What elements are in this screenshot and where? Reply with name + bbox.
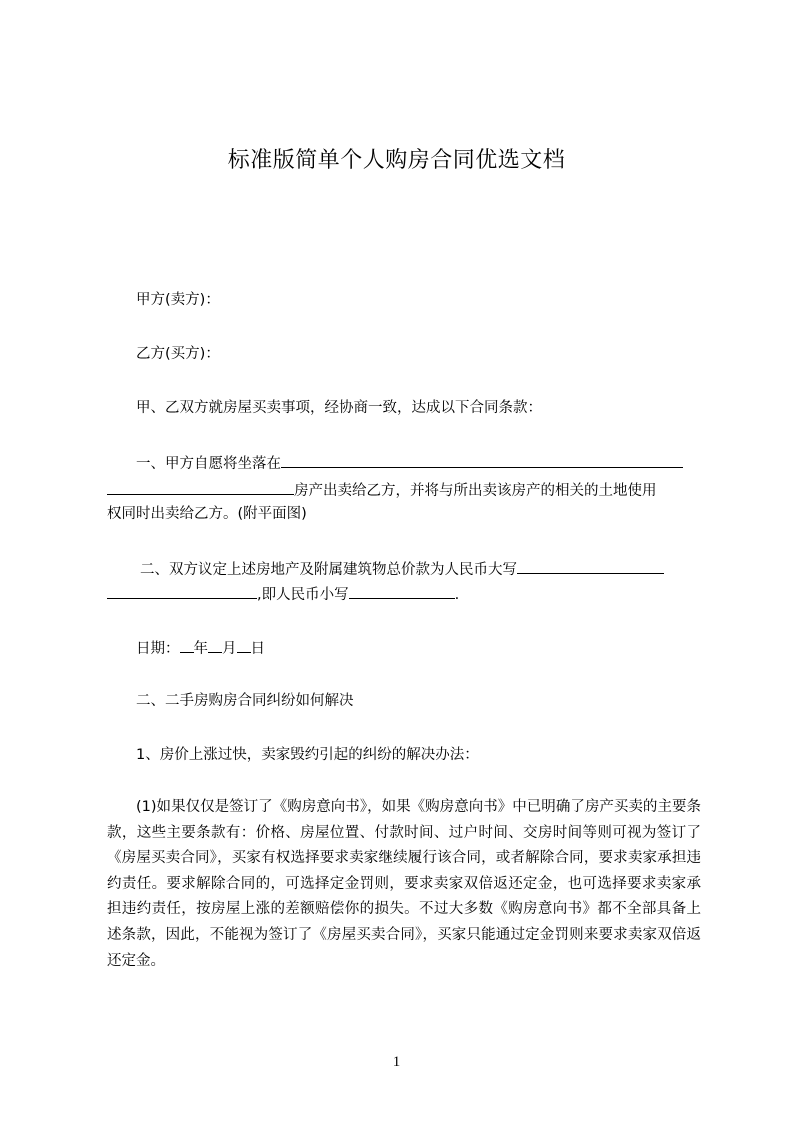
clause1-prefix: 一、甲方自愿将坐落在 <box>136 456 281 472</box>
clause1-end: 权同时出卖给乙方。(附平面图) <box>107 506 307 522</box>
date-year: 年 <box>193 641 208 657</box>
date-label: 日期： <box>136 641 180 657</box>
page-number: 1 <box>392 1054 401 1070</box>
clause2-line1 <box>140 558 664 580</box>
price-digits-blank <box>349 583 455 599</box>
clause1-line1 <box>136 452 683 474</box>
day-blank <box>237 637 251 653</box>
date-day: 日 <box>250 641 265 657</box>
clause2-line2 <box>107 583 459 605</box>
price-words-blank-continued <box>107 583 257 599</box>
location-blank-continued <box>107 479 294 495</box>
month-blank <box>208 637 222 653</box>
item1-paragraph <box>107 795 701 974</box>
item1-paragraph-text: (1)如果仅仅是签订了《购房意向书》，如果《购房意向书》中已明确了房产买卖的主要条款，这些主要条款有：价格、房屋位置、付款时间、过户时间、交房时间等则可视为签订了《房屋买卖合同》，买家有权选择要求卖家继续履行该合同，或者解除合同，要求卖家承担违约责任。要求解除合同的，可选择定金罚则，要求卖家双倍返还定金，也可选择要求卖家承担违约责任，按房屋上涨的差额赔偿你的损失。不过大多数《购房意向书》都不全部具备上述条款，因此，不能视为签订了《房屋买卖合同》，买家只能通过定金罚则来要求卖家双倍返还定金。 <box>107 799 701 969</box>
date-month: 月 <box>222 641 237 657</box>
intro-text: 甲、乙双方就房屋买卖事项，经协商一致，达成以下合同条款： <box>136 400 542 416</box>
document-title: 标准版简单个人购房合同优选文档 <box>227 148 566 173</box>
seller-label: 甲方(卖方)： <box>136 292 220 308</box>
section2-heading: 二、二手房购房合同纠纷如何解决 <box>136 693 354 709</box>
clause2-mid: ,即人民币小写 <box>257 587 349 603</box>
buyer-label: 乙方(买方)： <box>136 346 220 362</box>
clause2-end: . <box>454 587 460 603</box>
clause2-prefix: 二、双方议定上述房地产及附属建筑物总价款为人民币大写 <box>140 562 517 578</box>
clause1-mid: 房产出卖给乙方，并将与所出卖该房产的相关的土地使用 <box>294 483 657 499</box>
date-line <box>136 637 265 659</box>
location-blank <box>281 452 683 468</box>
year-blank <box>180 637 194 653</box>
item1-heading: 1、房价上涨过快，卖家毁约引起的纠纷的解决办法： <box>136 747 479 763</box>
price-words-blank <box>517 558 664 574</box>
clause1-line2 <box>107 479 657 501</box>
